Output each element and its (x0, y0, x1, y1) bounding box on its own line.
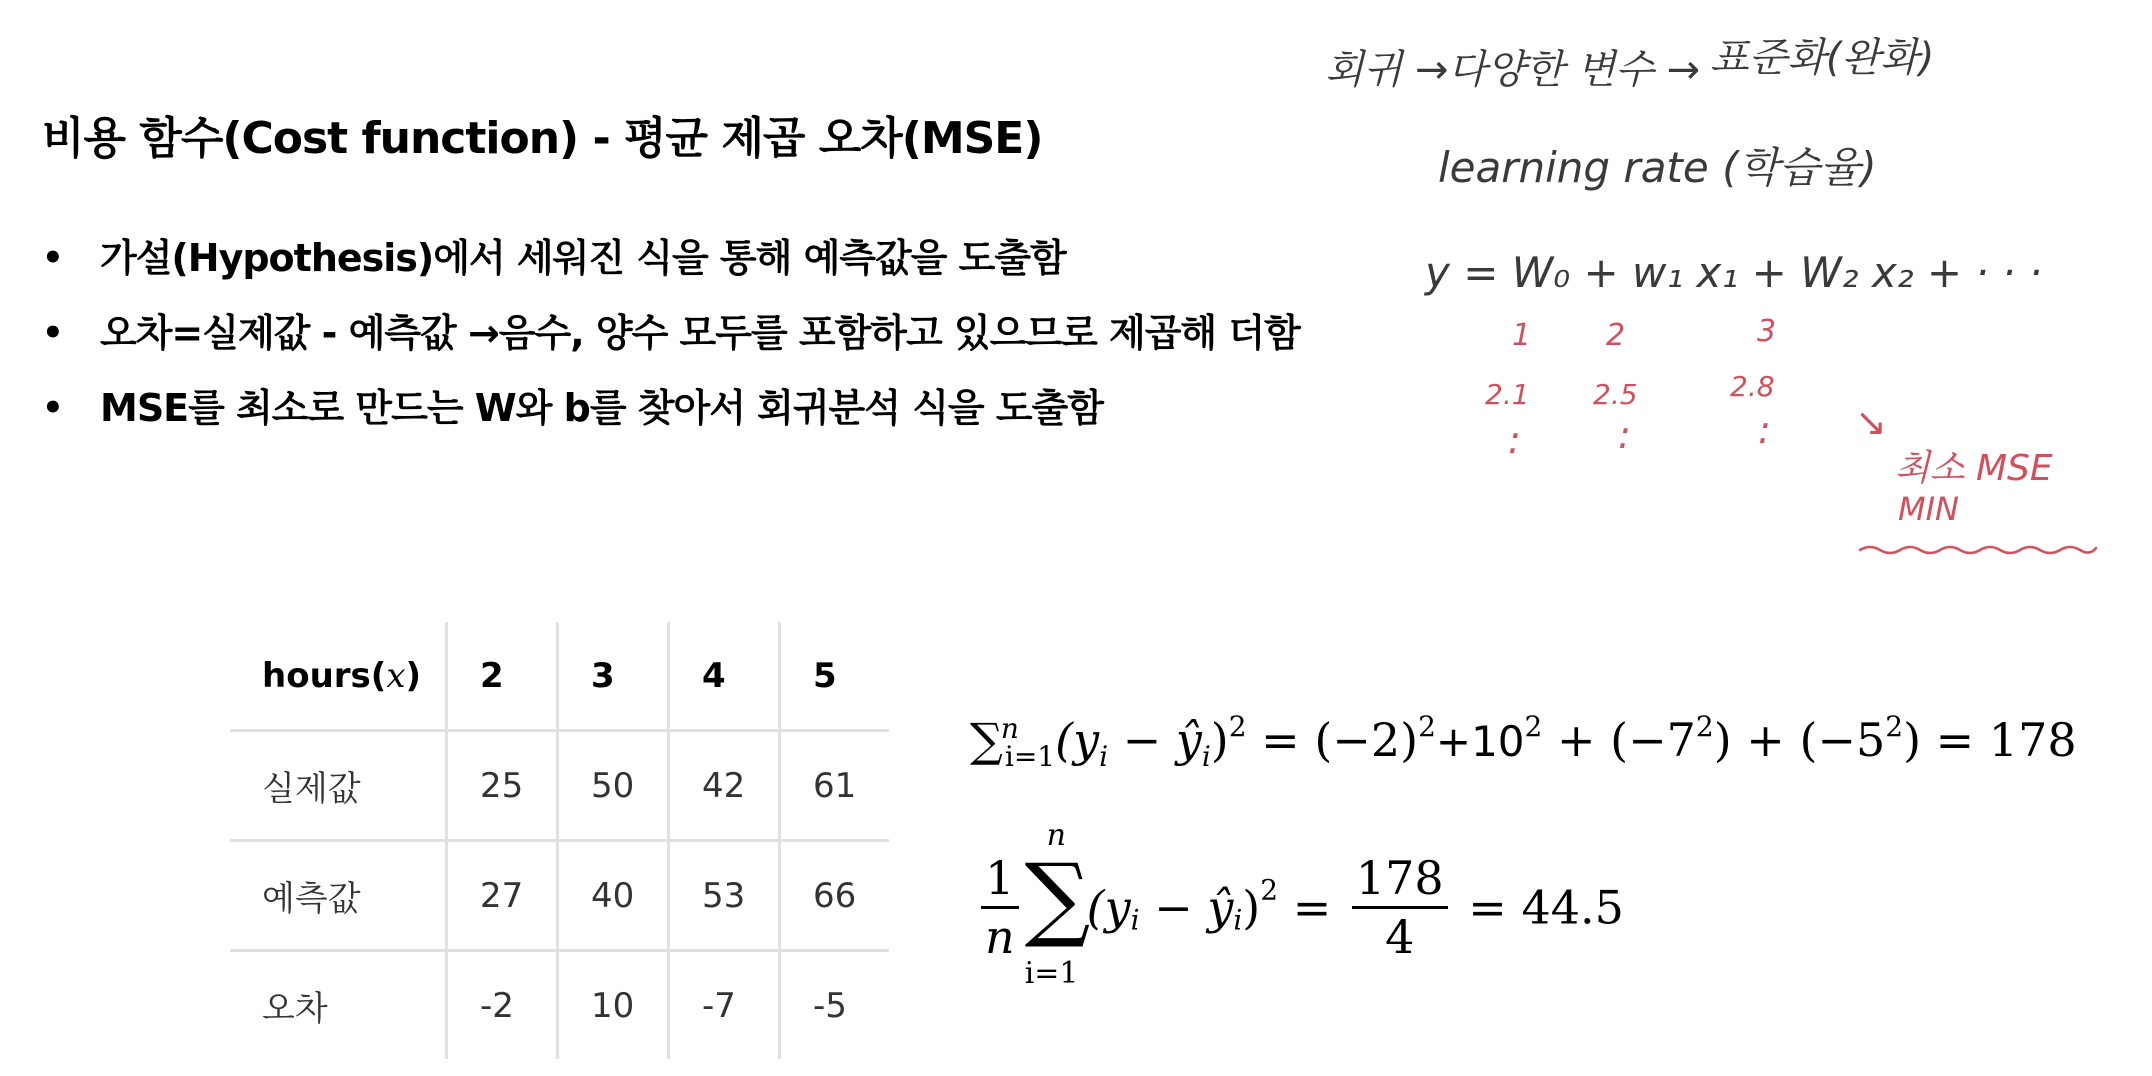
final-value: = 44.5 (1453, 880, 1624, 935)
table-cell: 53 (669, 841, 780, 951)
table-cell: -2 (447, 951, 558, 1060)
note-dots: : (1508, 418, 1521, 462)
term-y: (y (1086, 880, 1131, 935)
term-close: ) (1242, 880, 1261, 935)
term-y: (y (1055, 713, 1100, 767)
bullet-text: 가설(Hypothesis)에서 세워진 식을 통해 예측값을 도출함 (100, 236, 1066, 280)
bullet-dot: • (42, 238, 63, 278)
bullet-dot: • (42, 388, 63, 428)
note-index: 3 (1757, 314, 1777, 349)
note-dots: : (1758, 408, 1771, 452)
rhs-exp: 2 (1524, 710, 1543, 743)
table-cell: 61 (780, 731, 890, 841)
rhs-exp: 2 (1418, 710, 1436, 743)
fraction-numerator: 178 (1355, 851, 1444, 905)
bullet-item (42, 232, 1300, 307)
table-row (230, 841, 889, 951)
note-index: 2 (1606, 318, 1626, 353)
note-coef: 2.5 (1593, 378, 1638, 411)
row-label: 예측값 (230, 841, 447, 951)
table-row (230, 951, 889, 1060)
bullet-dot: • (42, 313, 63, 353)
rhs-part: = (−2) (1246, 713, 1419, 767)
fraction-denominator: 4 (1385, 910, 1415, 964)
rhs-exp: 2 (1885, 710, 1904, 743)
row-label: 오차 (230, 951, 447, 1060)
term-sub-i2: i (1233, 903, 1243, 937)
bullet-text: MSE를 최소로 만드는 W와 b를 찾아서 회귀분석 식을 도출함 (100, 386, 1103, 430)
hours-table (230, 622, 889, 1059)
note-red-arrow: ↘ (1855, 400, 1887, 444)
note-min: MIN (1898, 490, 1959, 528)
sigma-stack (1024, 817, 1091, 991)
bullet-item (42, 307, 1300, 382)
note-coef: 2.1 (1485, 378, 1530, 411)
term-yhat: − ŷ (1108, 713, 1202, 767)
term-exp: 2 (1260, 873, 1279, 907)
sigma-symbol: ∑ (1024, 843, 1091, 951)
bullet-item (42, 382, 1300, 457)
table-header-label (230, 622, 447, 731)
handwritten-notes (1300, 0, 2120, 580)
term-sub-i: i (1099, 740, 1109, 773)
table-cell: 2 (447, 622, 558, 731)
rhs-exp: 2 (1695, 710, 1714, 743)
term-yhat: − ŷ (1139, 880, 1234, 935)
header-close-paren: ) (405, 655, 422, 696)
result-fraction (1352, 850, 1448, 965)
rhs-part: + (−7 (1542, 713, 1696, 767)
table-cell: 4 (669, 622, 780, 731)
table-cell: 42 (669, 731, 780, 841)
table-cell: 10 (558, 951, 669, 1060)
mse-formula (975, 817, 1624, 1015)
row-label: 실제값 (230, 731, 447, 841)
sigma-symbol: ∑ (970, 713, 1003, 767)
term-exp: 2 (1228, 710, 1247, 743)
sigma-upper: n (1046, 817, 1066, 853)
note-min-mse: 최소 MSE (1895, 448, 2053, 489)
table-cell: 40 (558, 841, 669, 951)
note-coef: 2.8 (1730, 370, 1775, 403)
table-header-row (230, 622, 889, 731)
table-cell: 66 (780, 841, 890, 951)
red-underline-squiggle (1858, 540, 2098, 560)
header-variable: x (386, 655, 406, 696)
note-regression: 회귀 → (1325, 47, 1449, 93)
table-cell: 3 (558, 622, 669, 731)
note-equation: y = W₀ + w₁ x₁ + W₂ x₂ + · · · (1425, 248, 2043, 297)
sigma-lower: i=1 (1004, 740, 1056, 773)
note-variables: 다양한 변수 → (1448, 47, 1701, 93)
note-index: 1 (1512, 318, 1532, 353)
table-row (230, 731, 889, 841)
rhs-part: +10 (1435, 717, 1525, 766)
slide-title: 비용 함수(Cost function) - 평균 제곱 오차(MSE) (42, 113, 1043, 164)
rhs-part: ) = 178 (1903, 713, 2077, 767)
rhs-part: ) + (−5 (1713, 713, 1886, 767)
one-over-n-fraction (981, 850, 1019, 965)
bullet-list (42, 232, 1300, 457)
term-sub-i2: i (1201, 740, 1211, 773)
table-cell: 5 (780, 622, 890, 731)
table-cell: 50 (558, 731, 669, 841)
bullet-text: 오차=실제값 - 예측값 →음수, 양수 모두를 포함하고 있으므로 제곱해 더함 (100, 311, 1300, 355)
table-cell: 25 (447, 731, 558, 841)
table-cell: -7 (669, 951, 780, 1060)
fraction-denominator: n (985, 910, 1015, 964)
header-label-text: hours( (262, 655, 387, 696)
table-cell: -5 (813, 985, 847, 1026)
note-dots: : (1618, 413, 1631, 457)
sum-squares-formula (970, 710, 2077, 773)
note-standardize: 표준화(완화) (1710, 35, 1935, 81)
table-cell: 27 (447, 841, 558, 951)
equals: = (1278, 880, 1346, 935)
term-close: ) (1210, 713, 1229, 767)
note-learning-rate: learning rate (학습율) (1438, 143, 1877, 192)
fraction-numerator: 1 (985, 851, 1015, 905)
sigma-lower: i=1 (1024, 955, 1079, 991)
term-sub-i: i (1130, 903, 1140, 937)
sigma-upper: n (1000, 712, 1019, 745)
